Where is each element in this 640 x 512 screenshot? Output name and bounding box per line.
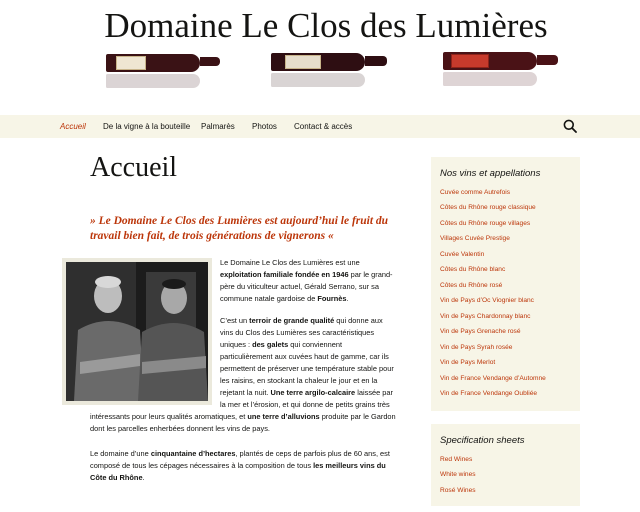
wine-link[interactable]: Côtes du Rhône rosé — [440, 282, 503, 289]
nav-item-photos[interactable]: Photos — [252, 122, 277, 131]
wine-link[interactable]: Côtes du Rhône rouge villages — [440, 220, 531, 227]
wine-link[interactable]: Côtes du Rhône blanc — [440, 266, 506, 273]
wines-widget — [431, 157, 580, 411]
spec-sheet-link[interactable]: Rosé Wines — [440, 487, 476, 494]
nav-item-palmares[interactable]: Palmarès — [201, 122, 235, 131]
nav-item-accueil[interactable]: Accueil — [60, 122, 86, 131]
wine-link[interactable]: Cuvée Valentin — [440, 251, 485, 258]
paragraph-3: Le domaine d’une cinquantaine d’hectares, plantés de ceps de parfois plus de 60 ans, est composé de tous les cépages nécessaires à la composition de tous les meilleurs vins du Côte du Rhône. — [90, 449, 390, 482]
specs-widget — [431, 424, 580, 506]
wine-link[interactable]: Vin de Pays Chardonnay blanc — [440, 313, 531, 320]
page-title: Accueil — [90, 152, 178, 183]
wine-link[interactable]: Vin de France Vendange Oubliée — [440, 390, 538, 397]
nav-item-vigne[interactable]: De la vigne à la bouteille — [103, 122, 191, 131]
wine-link[interactable]: Vin de Pays Grenache rosé — [440, 328, 521, 335]
wine-link[interactable]: Vin de France Vendange d’Automne — [440, 375, 546, 382]
site-title[interactable]: Domaine Le Clos des Lumières — [104, 6, 548, 45]
nav-item-contact[interactable]: Contact & accès — [294, 122, 353, 131]
search-icon[interactable] — [563, 119, 577, 133]
paragraph-2: C’est un terroir de grande qualité qui donne aux vins du Clos des Lumières ses caractéristiques uniques : des galets qui conviennent particulièrement aux cuvées haut de gamme, car ils permettent de préserver une température stable pour les raisins, en stockant la chaleur le jour et en la rejetant la nuit. Une terre argilo-calcaire laissée par la mer et l’érosion, et qui donne de petits grains très intéressants pour leurs qualités aromatiques, et une terre d’alluvions produite par le Gardon dont les parcelles enherbées donnent les vins de pays. — [90, 316, 396, 433]
site-header — [0, 0, 640, 115]
wine-link[interactable]: Vin de Pays Syrah rosée — [440, 344, 513, 351]
wine-link[interactable]: Cuvée comme Autrefois — [440, 189, 510, 196]
main-navigation — [0, 115, 640, 138]
paragraph-1: Le Domaine Le Clos des Lumières est une exploitation familiale fondée en 1946 par le grand-père du viticulteur actuel, Gérald Serrano, sur sa commune natale gardoise de Fournès. — [220, 258, 393, 303]
spec-sheet-link[interactable]: Red Wines — [440, 456, 473, 463]
wines-widget-title: Nos vins et appellations — [440, 168, 541, 179]
intro-quote: » Le Domaine Le Clos des Lumières est aujourd’hui le fruit du travail bien fait, de trois générations de vignerons « — [90, 215, 389, 242]
specs-widget-title: Specification sheets — [440, 435, 525, 446]
wine-link[interactable]: Villages Cuvée Prestige — [440, 235, 510, 242]
wine-link[interactable]: Vin de Pays Merlot — [440, 359, 496, 366]
spec-sheet-link[interactable]: White wines — [440, 471, 476, 478]
wine-link[interactable]: Côtes du Rhône rouge classique — [440, 204, 536, 211]
wine-link[interactable]: Vin de Pays d’Oc Viognier blanc — [440, 297, 534, 304]
